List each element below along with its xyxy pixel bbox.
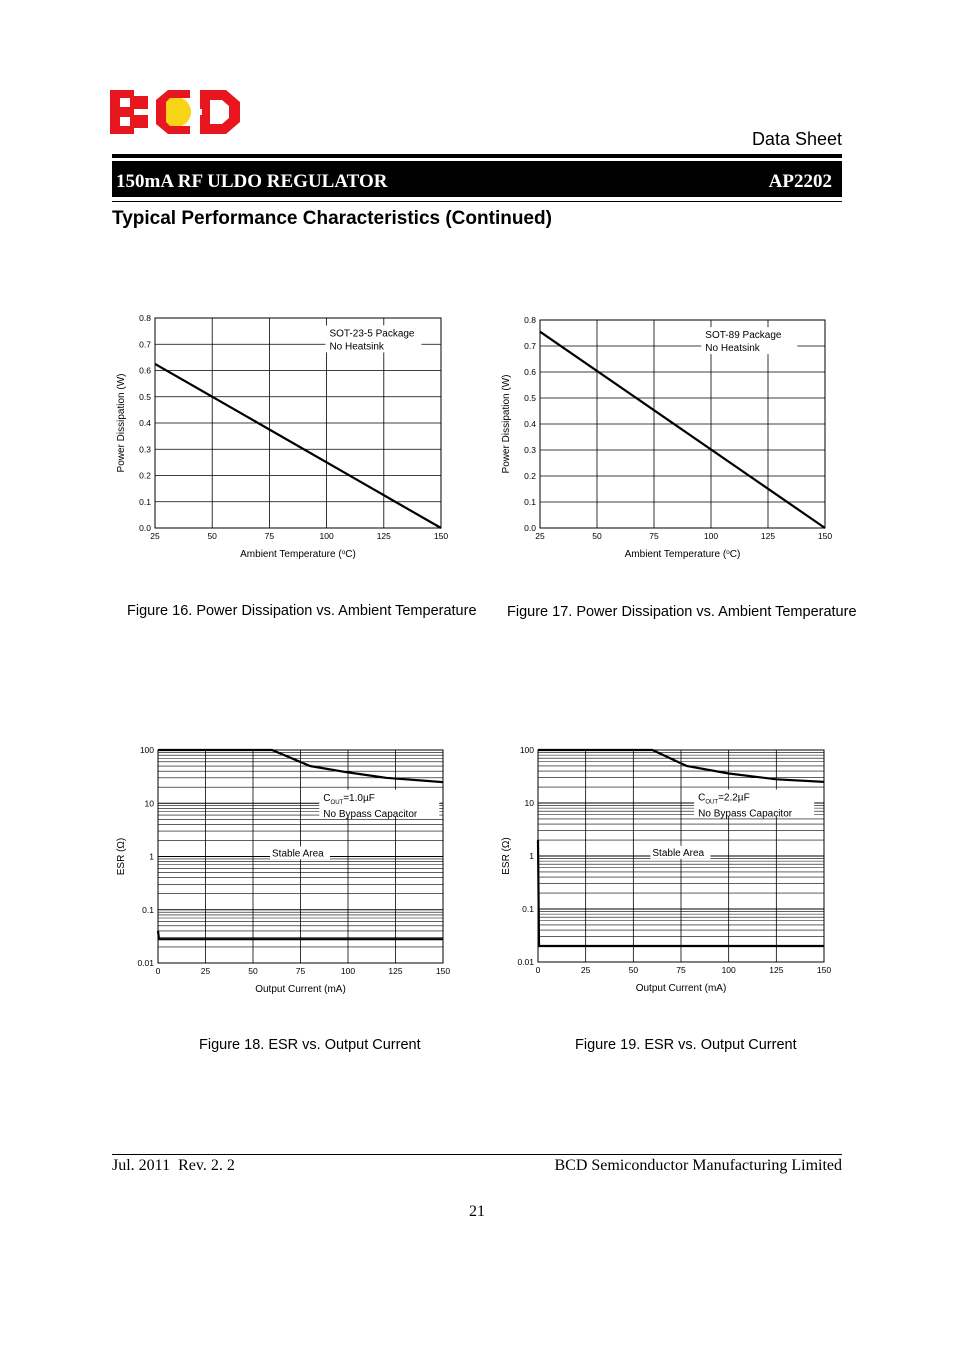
region-label: Stable Area	[652, 847, 705, 859]
y-tick-label: 10	[144, 798, 154, 809]
y-tick-label: 0.7	[524, 341, 536, 351]
x-tick-label: 25	[580, 965, 591, 975]
y-axis-label: ESR (Ω)	[501, 837, 512, 875]
y-tick-label: 0.1	[139, 496, 151, 507]
footer-date-revision: Jul. 2011 Rev. 2. 2	[112, 1157, 235, 1174]
page-number: 21	[469, 1203, 485, 1220]
x-tick-label: 50	[248, 966, 258, 976]
x-tick-label: 75	[676, 965, 686, 975]
footer-company: BCD Semiconductor Manufacturing Limited	[554, 1157, 842, 1174]
title-underline	[112, 201, 842, 202]
bcd-logo	[110, 88, 242, 136]
section-title: Typical Performance Characteristics (Continued)	[112, 208, 552, 229]
subscript: OUT	[705, 799, 719, 806]
chart-fig18	[110, 735, 480, 1000]
y-tick-label: 1	[149, 851, 154, 862]
annotation-text: $C_{OUT}=1.0\mu F$	[323, 792, 375, 806]
header-rule	[112, 154, 842, 158]
y-tick-label: 0.01	[517, 957, 534, 967]
chart-fig19	[495, 735, 865, 1000]
x-axis-label: Ambient Temperature ($^o$C)	[624, 548, 741, 560]
x-axis-label: Output Current (mA)	[635, 983, 727, 994]
chart-fig16	[110, 300, 480, 565]
x-tick-label: 50	[628, 965, 639, 975]
y-tick-label: 0.5	[139, 391, 151, 402]
x-tick-label: 0	[155, 966, 161, 976]
x-tick-label: 75	[649, 531, 659, 541]
x-tick-label: 150	[433, 531, 449, 541]
y-tick-label: 0.1	[524, 497, 536, 507]
y-tick-label: 0.0	[524, 523, 536, 533]
annotation-text: No Heatsink	[329, 341, 384, 353]
doc-type-label: Data Sheet	[751, 129, 842, 149]
x-tick-label: 150	[817, 531, 833, 541]
subscript: OUT	[330, 799, 344, 806]
x-tick-label: 100	[721, 965, 736, 975]
y-tick-label: 0.3	[139, 444, 151, 455]
y-tick-label: 100	[519, 745, 534, 755]
y-tick-label: 0.4	[524, 419, 536, 429]
y-tick-label: 0.2	[524, 471, 536, 481]
y-tick-label: 0.1	[142, 904, 154, 915]
footer-rule	[112, 1154, 842, 1155]
y-tick-label: 1	[529, 851, 534, 861]
figure-caption: Figure 18. ESR vs. Output Current	[199, 1037, 421, 1053]
annotation-text: SOT-23-5 Package	[329, 328, 415, 340]
degree-symbol: o	[726, 548, 730, 556]
y-tick-label: 0.7	[139, 339, 151, 350]
annotation-value: =1.0µF	[343, 792, 375, 804]
annotation-text: No Bypass Capacitor	[323, 808, 418, 820]
annotation-text: No Heatsink	[705, 343, 760, 355]
series-line-1	[155, 364, 441, 528]
x-tick-label: 150	[816, 965, 832, 975]
title-bar	[112, 161, 842, 197]
y-tick-label: 0.8	[524, 315, 536, 325]
x-tick-label: 75	[264, 531, 275, 541]
x-tick-label: 25	[535, 531, 545, 541]
x-tick-label: 0	[535, 965, 541, 975]
region-label: Stable Area	[272, 848, 324, 860]
y-axis-label: Power Dissipation (W)	[116, 373, 127, 473]
x-tick-label: 25	[150, 531, 160, 541]
x-tick-label: 125	[760, 531, 776, 541]
degree-symbol: o	[341, 548, 346, 556]
x-tick-label: 25	[200, 966, 211, 976]
y-tick-label: 0.1	[522, 904, 534, 914]
annotation-text: $C_{OUT}=2.2\mu F$	[698, 792, 750, 806]
x-tick-label: 125	[769, 965, 784, 975]
x-axis-label: Ambient Temperature ($^o$C)	[240, 548, 356, 560]
product-title: 150mA RF ULDO REGULATOR	[116, 171, 388, 192]
y-tick-label: 0.3	[524, 445, 536, 455]
y-tick-label: 0.01	[137, 958, 154, 968]
x-tick-label: 100	[340, 966, 356, 976]
x-tick-label: 50	[207, 531, 217, 541]
x-axis-label: Output Current (mA)	[255, 984, 346, 995]
series-line-1	[540, 332, 825, 528]
y-tick-label: 0.0	[139, 523, 151, 533]
logo-d	[200, 90, 240, 134]
y-tick-label: 100	[139, 745, 154, 755]
y-axis-label: ESR (Ω)	[116, 837, 127, 876]
y-axis-label: Power Dissipation (W)	[501, 374, 512, 474]
y-tick-label: 0.6	[139, 365, 151, 376]
y-tick-label: 0.6	[524, 367, 536, 377]
y-tick-label: 0.4	[139, 418, 151, 428]
annotation-text: SOT-89 Package	[705, 330, 782, 342]
y-tick-label: 0.2	[139, 470, 151, 481]
y-tick-label: 0.5	[524, 393, 536, 403]
annotation-value: =2.2µF	[718, 792, 750, 804]
figure-caption: Figure 16. Power Dissipation vs. Ambient Temperature	[127, 603, 477, 619]
figure-caption: Figure 17. Power Dissipation vs. Ambient Temperature	[507, 604, 857, 620]
x-tick-label: 125	[388, 966, 403, 976]
y-tick-label: 0.8	[139, 313, 151, 323]
annotation-text: No Bypass Capacitor	[698, 808, 793, 820]
x-tick-label: 150	[435, 966, 451, 976]
x-tick-label: 100	[703, 531, 719, 541]
x-tick-label: 50	[592, 531, 602, 541]
y-tick-label: 10	[524, 798, 534, 808]
x-tick-label: 125	[376, 531, 391, 541]
chart-fig17	[495, 300, 865, 565]
figure-caption: Figure 19. ESR vs. Output Current	[575, 1037, 797, 1053]
x-tick-label: 75	[295, 966, 306, 976]
x-tick-label: 100	[319, 531, 334, 541]
part-number: AP2202	[768, 171, 832, 192]
